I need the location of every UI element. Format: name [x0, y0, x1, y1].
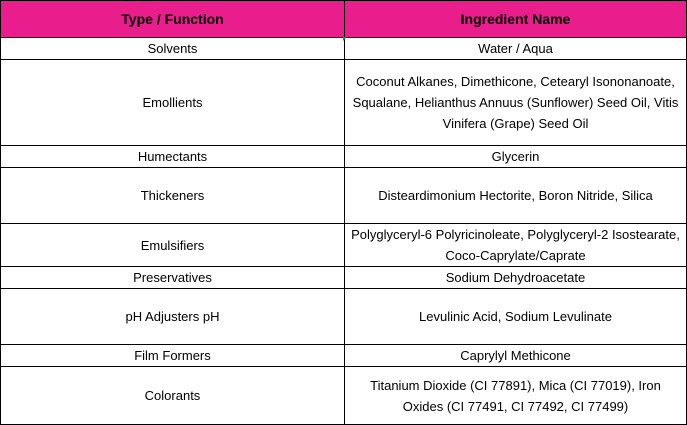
table-row — [1, 345, 687, 367]
type-cell[interactable]: Emulsifiers — [1, 224, 345, 267]
ingredient-cell[interactable]: Titanium Dioxide (CI 77891), Mica (CI 77019), Iron Oxides (CI 77491, CI 77492, CI 77499) — [345, 367, 687, 425]
ingredient-cell[interactable]: Sodium Dehydroacetate — [345, 267, 687, 289]
header-type-function[interactable]: Type / Function — [1, 1, 345, 38]
ingredient-cell[interactable]: Coconut Alkanes, Dimethicone, Cetearyl Isononanoate, Squalane, Helianthus Annuus (Sunflower) Seed Oil, Vitis Vinifera (Grape) Seed Oil — [345, 60, 687, 146]
type-cell[interactable]: Colorants — [1, 367, 345, 425]
header-ingredient-name[interactable]: Ingredient Name — [345, 1, 687, 38]
type-cell[interactable]: Solvents — [1, 38, 345, 60]
type-cell[interactable]: Thickeners — [1, 168, 345, 224]
table-row — [1, 289, 687, 345]
table-row — [1, 267, 687, 289]
type-cell[interactable]: Emollients — [1, 60, 345, 146]
ingredient-cell[interactable]: Glycerin — [345, 146, 687, 168]
table-row — [1, 60, 687, 146]
header-row — [1, 1, 687, 38]
type-cell[interactable]: Film Formers — [1, 345, 345, 367]
type-cell[interactable]: Preservatives — [1, 267, 345, 289]
type-cell[interactable]: Humectants — [1, 146, 345, 168]
table-row — [1, 224, 687, 267]
cell-comment-marker-icon — [343, 37, 347, 41]
ingredient-cell[interactable]: Disteardimonium Hectorite, Boron Nitride, Silica — [345, 168, 687, 224]
ingredient-cell[interactable]: Polyglyceryl-6 Polyricinoleate, Polyglyceryl-2 Isostearate, Coco-Caprylate/Caprate — [345, 224, 687, 267]
table-row — [1, 168, 687, 224]
table-row — [1, 146, 687, 168]
ingredient-cell[interactable]: Water / Aqua — [345, 38, 687, 60]
ingredient-cell[interactable]: Levulinic Acid, Sodium Levulinate — [345, 289, 687, 345]
table-row — [1, 367, 687, 425]
type-cell[interactable]: pH Adjusters pH — [1, 289, 345, 345]
ingredient-cell[interactable]: Caprylyl Methicone — [345, 345, 687, 367]
